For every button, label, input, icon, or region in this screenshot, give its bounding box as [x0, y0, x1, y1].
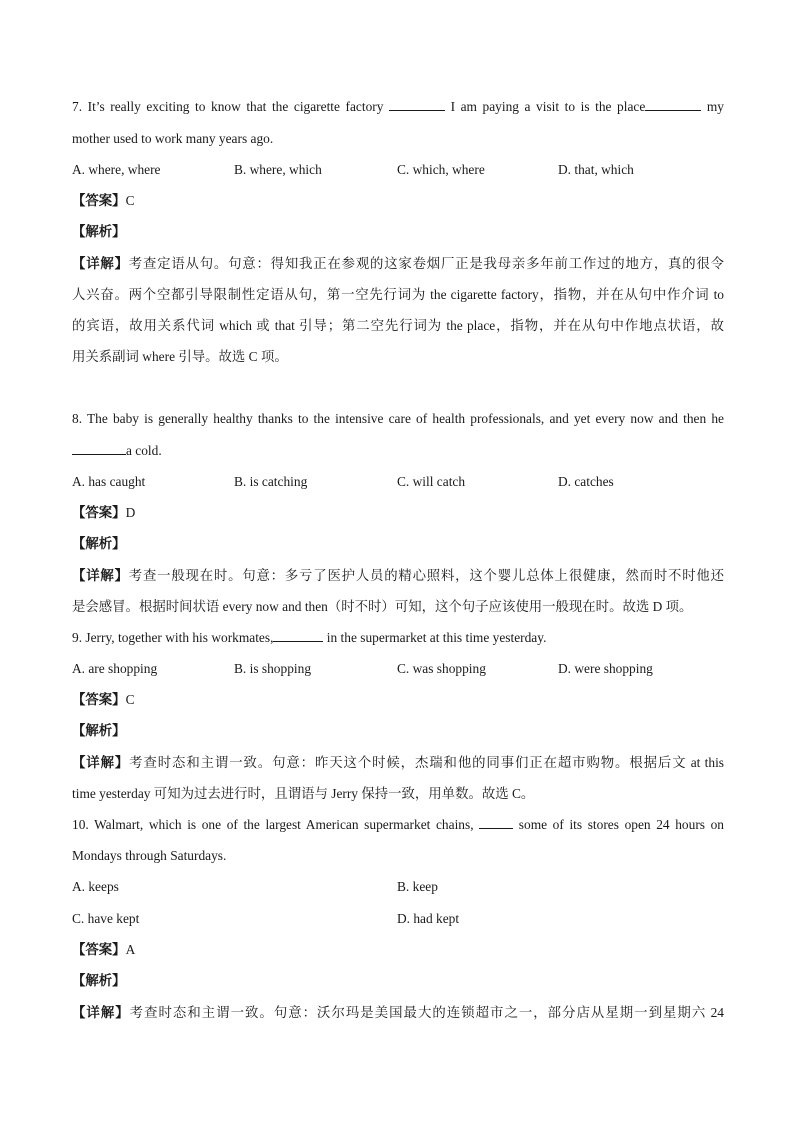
q9-detail-line-1: 【详解】考查时态和主谓一致。句意：昨天这个时候，杰瑞和他的同事们正在超市购物。根据后文 at this	[72, 755, 724, 770]
answer-value: A	[125, 942, 136, 957]
q8-stem-line-2: a cold.	[72, 442, 724, 460]
q8-detail-line-1: 【详解】考查一般现在时。句意：多亏了医护人员的精心照料，这个婴儿总体上很健康，然而时不时他还	[72, 568, 724, 583]
q7-detail-line-3: 的宾语，故用关系代词 which 或 that 引导；第二空先行词为 the place，指物，并在从句中作地点状语，故	[72, 318, 724, 333]
q9-blank	[273, 629, 323, 642]
detail-tag: 【详解】	[72, 568, 129, 583]
q8-option-c: C. will catch	[397, 474, 466, 489]
q10-blank	[479, 816, 513, 829]
q7-detail-line-4: 用关系副词 where 引导。故选 C 项。	[72, 349, 288, 364]
detail-tag: 【详解】	[72, 256, 129, 271]
q7-blank-2	[645, 98, 701, 111]
q10-detail-line-1: 【详解】考查时态和主谓一致。句意：沃尔玛是美国最大的连锁超市之一，部分店从星期一到星期六 24	[72, 1005, 725, 1020]
q9-detail-line-2: time yesterday 可知为过去进行时，且谓语与 Jerry 保持一致，用单数。故选 C。	[72, 786, 535, 801]
q9-analysis-heading: 【解析】	[72, 723, 126, 738]
q7-detail-line-2: 人兴奋。两个空都引导限制性定语从句，第一空先行词为 the cigarette factory，指物，并在从句中作介词 to	[72, 287, 724, 302]
q9-answer	[72, 691, 724, 709]
q7-answer	[72, 192, 724, 210]
q9-stem-line-1: 9. Jerry, together with his workmates, in the supermarket at this time yesterday.	[72, 630, 547, 645]
q10-stem-line-2: Mondays through Saturdays.	[72, 848, 227, 863]
detail-tag: 【详解】	[72, 1005, 130, 1020]
q8-option-a: A. has caught	[72, 474, 146, 489]
q7-detail-line-1: 【详解】考查定语从句。句意：得知我正在参观的这家卷烟厂正是我母亲多年前工作过的地方，真的很令	[72, 256, 724, 271]
q8-option-b: B. is catching	[234, 474, 308, 489]
q7-analysis-heading: 【解析】	[72, 224, 126, 239]
q9-options	[72, 660, 724, 678]
q8-answer	[72, 504, 724, 522]
q7-option-b: B. where, which	[234, 162, 322, 177]
q10-option-c: C. have kept	[72, 911, 140, 926]
q7-stem-line-2: mother used to work many years ago.	[72, 131, 274, 146]
q9-option-a: A. are shopping	[72, 661, 158, 676]
q7-option-d: D. that, which	[558, 162, 634, 177]
q7-option-a: A. where, where	[72, 162, 161, 177]
q10-analysis-heading: 【解析】	[72, 973, 126, 988]
answer-value: C	[125, 692, 135, 707]
q10-answer	[72, 941, 724, 959]
q8-detail-line-2: 是会感冒。根据时间状语 every now and then（时不时）可知，这个句子应该使用一般现在时。故选 D 项。	[72, 599, 693, 614]
q10-options-row-1	[72, 878, 724, 896]
answer-tag: 【答案】	[72, 692, 126, 707]
answer-value: D	[125, 505, 136, 520]
q7-blank-1	[389, 98, 445, 111]
q8-analysis-heading: 【解析】	[72, 536, 126, 551]
detail-tag: 【详解】	[72, 755, 130, 770]
q10-stem-line-1: 10. Walmart, which is one of the largest American supermarket chains, some of its stores open 24 hours on	[72, 817, 724, 832]
q9-option-b: B. is shopping	[234, 661, 312, 676]
q7-option-c: C. which, where	[397, 162, 485, 177]
q8-options	[72, 473, 724, 491]
q7-stem-line-1: 7. It’s really exciting to know that the cigarette factory I am paying a visit to is the place my	[72, 99, 724, 114]
q9-option-c: C. was shopping	[397, 661, 486, 676]
q10-option-b: B. keep	[397, 879, 438, 894]
q10-option-a: A. keeps	[72, 879, 119, 894]
answer-tag: 【答案】	[72, 942, 126, 957]
q10-option-d: D. had kept	[397, 911, 460, 926]
q7-options	[72, 161, 724, 179]
q8-stem-line-1: 8. The baby is generally healthy thanks to the intensive care of health professionals, and yet every now and then he	[72, 411, 724, 426]
q9-option-d: D. were shopping	[558, 661, 653, 676]
answer-value: C	[125, 193, 135, 208]
answer-tag: 【答案】	[72, 193, 126, 208]
q10-options-row-2	[72, 910, 724, 928]
q8-blank	[72, 442, 126, 455]
answer-tag: 【答案】	[72, 505, 126, 520]
q8-option-d: D. catches	[558, 474, 614, 489]
